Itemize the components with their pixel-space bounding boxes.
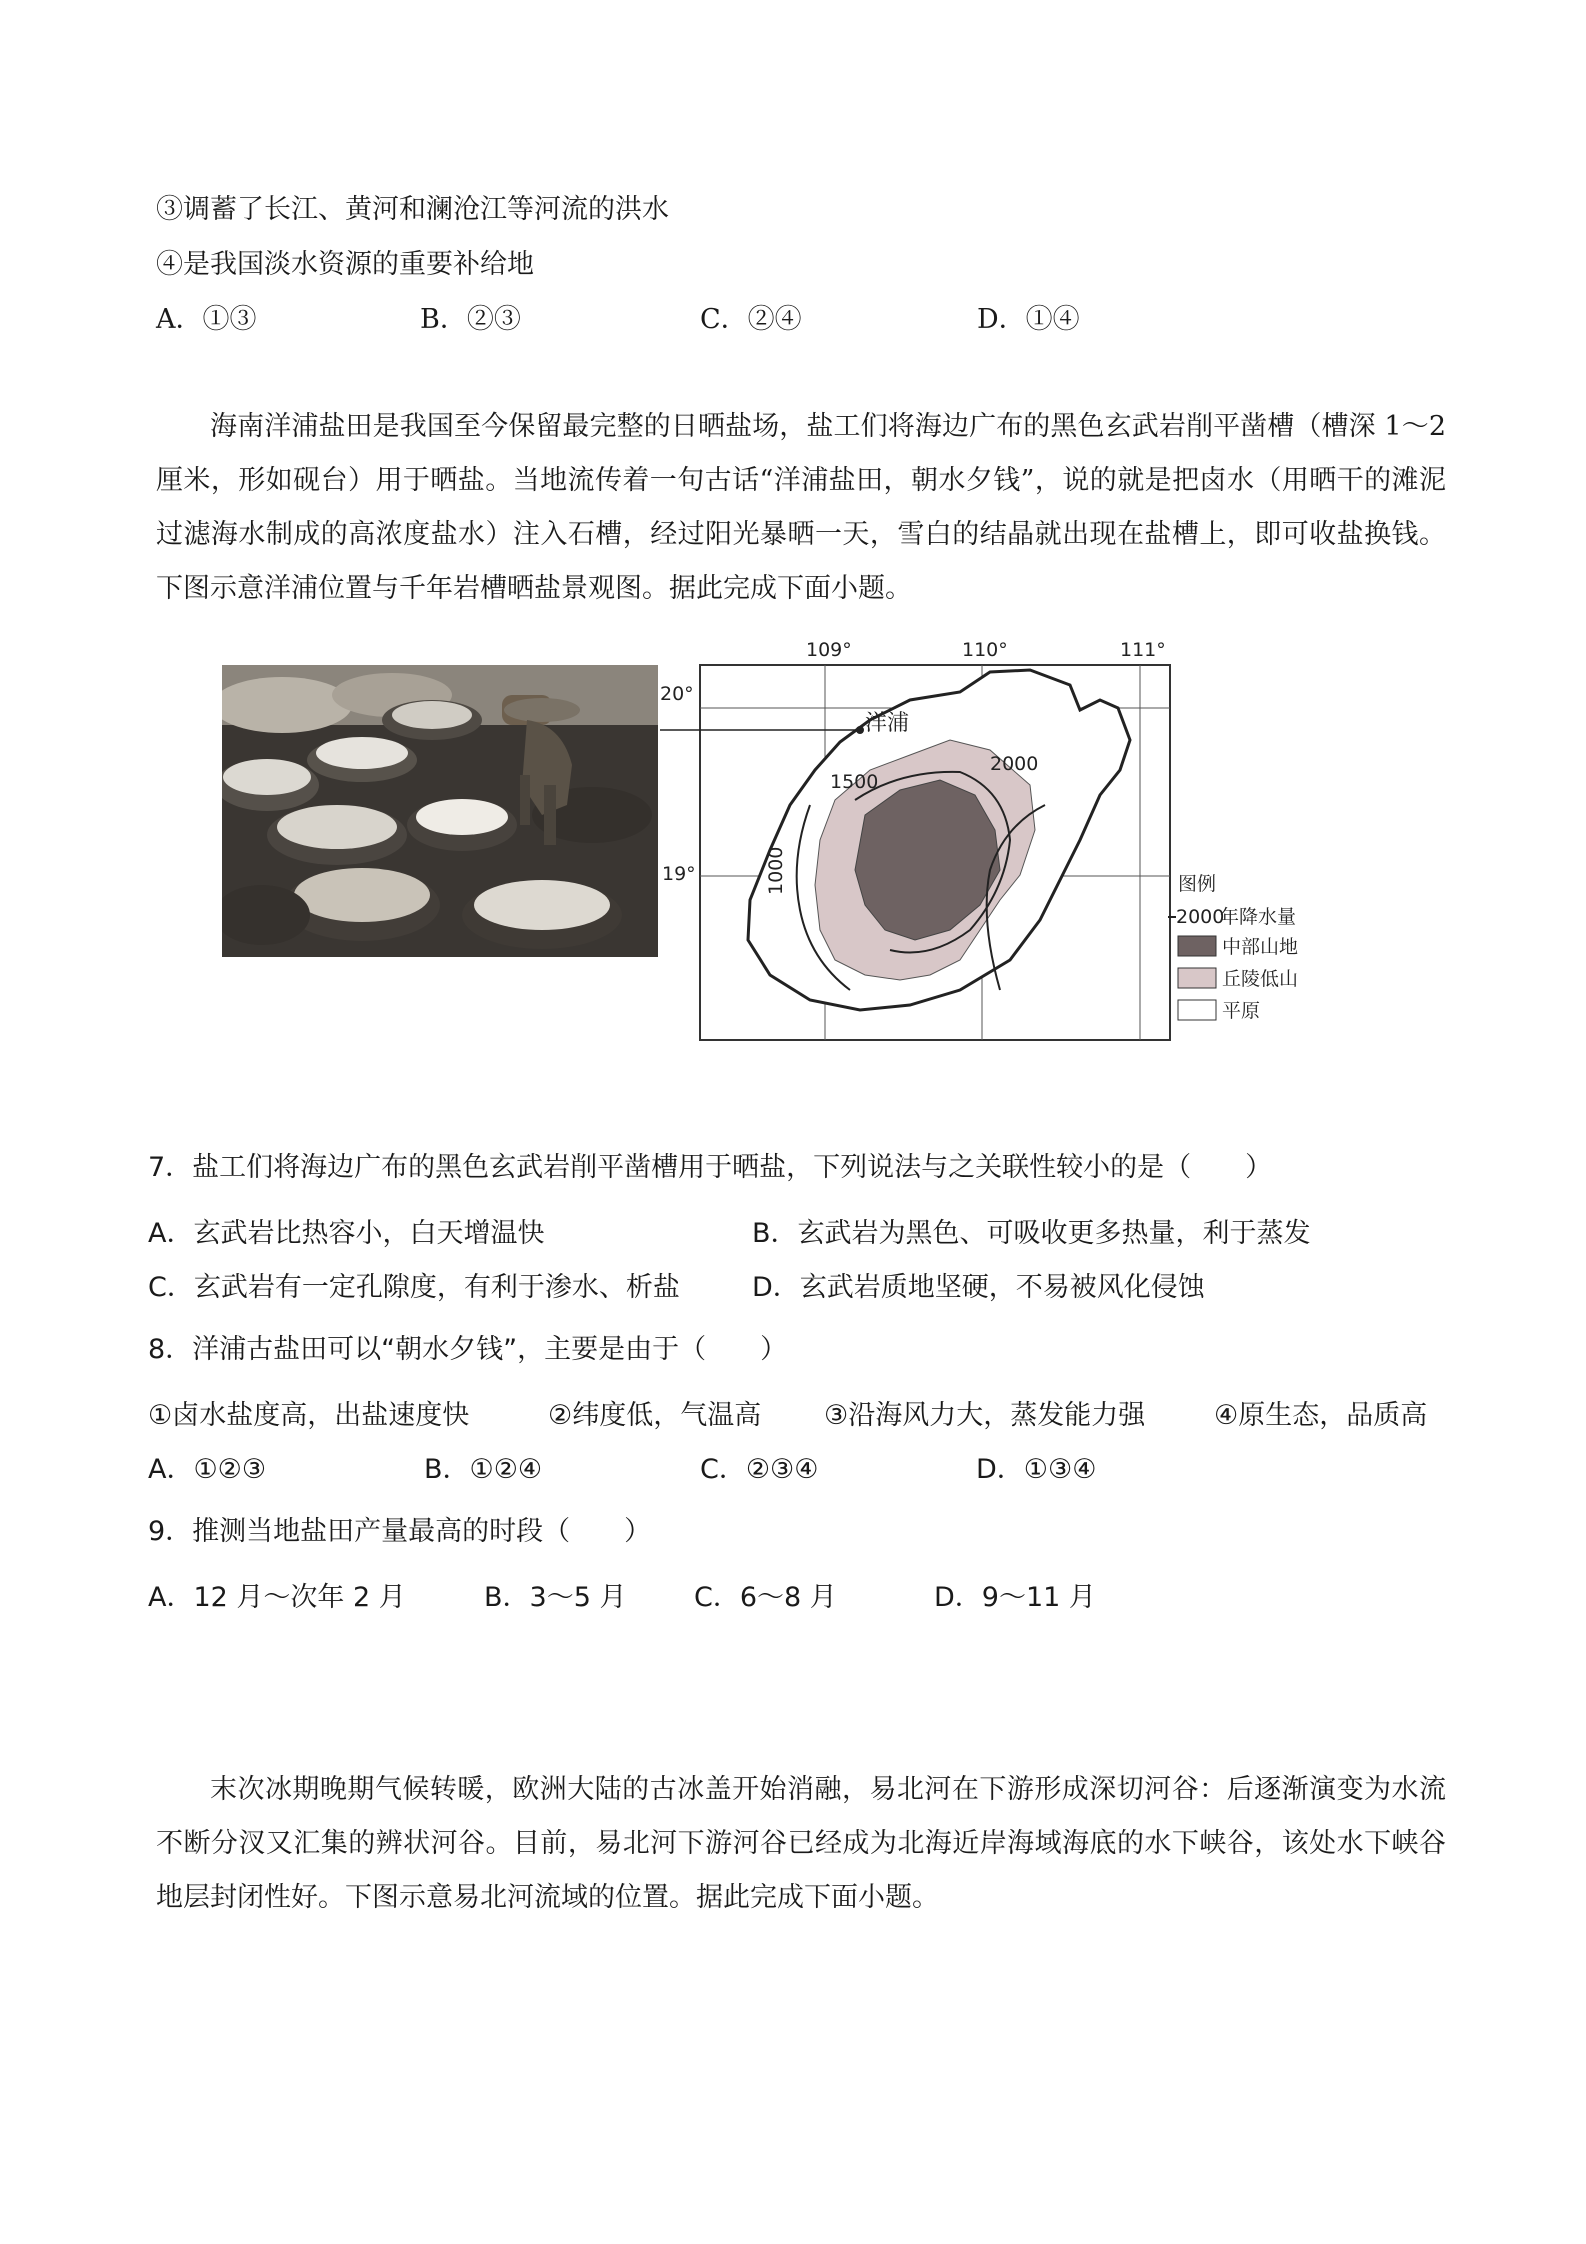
q9-choice-b: B．3～5 月 [484, 1582, 627, 1613]
legend-precip-label: 年降水量 [1220, 906, 1297, 928]
q7-option-b: B．玄武岩为黑色、可吸收更多热量，利于蒸发 [752, 1218, 1311, 1249]
salt-passage: 海南洋浦盐田是我国至今保留最完整的日晒盐场，盐工们将海边广布的黑色玄武岩削平凿槽（槽深 1～2 厘米，形如砚台）用于晒盐。当地流传着一句古话“洋浦盐田，朝水夕钱”，说的就是把卤水（用晒干的滩泥过滤海水制成的高浓度盐水）注入石槽，经过阳光暴晒一天，雪白的结晶就出现在盐槽上，即可收盐换钱。下图示意洋浦位置与千年岩槽晒盐景观图。据此完成下面小题。 [156, 411, 1446, 604]
choice-b: B．②③ [420, 304, 521, 335]
legend-plain-swatch [1178, 1000, 1216, 1020]
q9-choice-d: D．9～11 月 [934, 1582, 1096, 1613]
q8-choice-c: C．②③④ [700, 1454, 819, 1485]
q7-option-c: C．玄武岩有一定孔隙度，有利于渗水、析盐 [148, 1272, 680, 1303]
q7-option-d: D．玄武岩质地坚硬，不易被风化侵蚀 [752, 1272, 1205, 1303]
q9-choice-c: C．6～8 月 [694, 1582, 837, 1613]
q8-stem: 8．洋浦古盐田可以“朝水夕钱”，主要是由于（ ） [148, 1334, 788, 1365]
q7-option-a: A．玄武岩比热容小，白天增温快 [148, 1218, 545, 1249]
legend-hills-label: 丘陵低山 [1222, 968, 1299, 990]
isohyet-2000: 2000 [990, 753, 1039, 775]
choice-a: A．①③ [156, 304, 257, 335]
q8-item-4: ④原生态，品质高 [1214, 1400, 1428, 1431]
q9-stem: 9．推测当地盐田产量最高的时段（ ） [148, 1516, 652, 1547]
lat-19: 19° [662, 863, 696, 885]
option-item-4: ④是我国淡水资源的重要补给地 [156, 249, 534, 280]
legend-title: 图例 [1178, 873, 1217, 895]
q8-choice-b: B．①②④ [424, 1454, 543, 1485]
q9-choice-a: A．12 月～次年 2 月 [148, 1582, 406, 1613]
ice-passage: 末次冰期晚期气候转暖，欧洲大陆的古冰盖开始消融，易北河在下游形成深切河谷：后逐渐演变为水流不断分汊又汇集的辨状河谷。目前，易北河下游河谷已经成为北海近岸海域海底的水下峡谷，该处水下峡谷地层封闭性好。下图示意易北河流域的位置。据此完成下面小题。 [156, 1774, 1446, 1913]
choice-c: C．②④ [700, 304, 802, 335]
legend-plain-label: 平原 [1222, 1000, 1261, 1022]
lat-20: 20° [660, 683, 694, 705]
q7-stem: 7．盐工们将海边广布的黑色玄武岩削平凿槽用于晒盐，下列说法与之关联性较小的是（ ） [148, 1152, 1273, 1183]
place-yangpu: 洋浦 [865, 711, 910, 736]
q8-item-2: ②纬度低，气温高 [548, 1400, 762, 1431]
q8-choice-d: D．①③④ [976, 1454, 1097, 1485]
q8-choice-a: A．①②③ [148, 1454, 267, 1485]
q8-item-1: ①卤水盐度高，出盐速度快 [148, 1400, 470, 1431]
lon-109: 109° [806, 639, 852, 661]
legend-line-sample: 2000 [1176, 906, 1225, 928]
isohyet-1500: 1500 [830, 771, 879, 793]
lon-111: 111° [1120, 639, 1166, 661]
isohyet-1000: 1000 [765, 846, 787, 895]
legend-hills-swatch [1178, 968, 1216, 988]
hainan-map [660, 630, 1300, 1050]
choice-d: D．①④ [977, 304, 1080, 335]
lon-110: 110° [962, 639, 1008, 661]
salt-field-photo [222, 665, 658, 957]
legend-mountain-swatch [1178, 936, 1216, 956]
q8-item-3: ③沿海风力大，蒸发能力强 [824, 1400, 1146, 1431]
option-item-3: ③调蓄了长江、黄河和澜沧江等河流的洪水 [156, 194, 669, 225]
legend-mountain-label: 中部山地 [1222, 936, 1299, 958]
